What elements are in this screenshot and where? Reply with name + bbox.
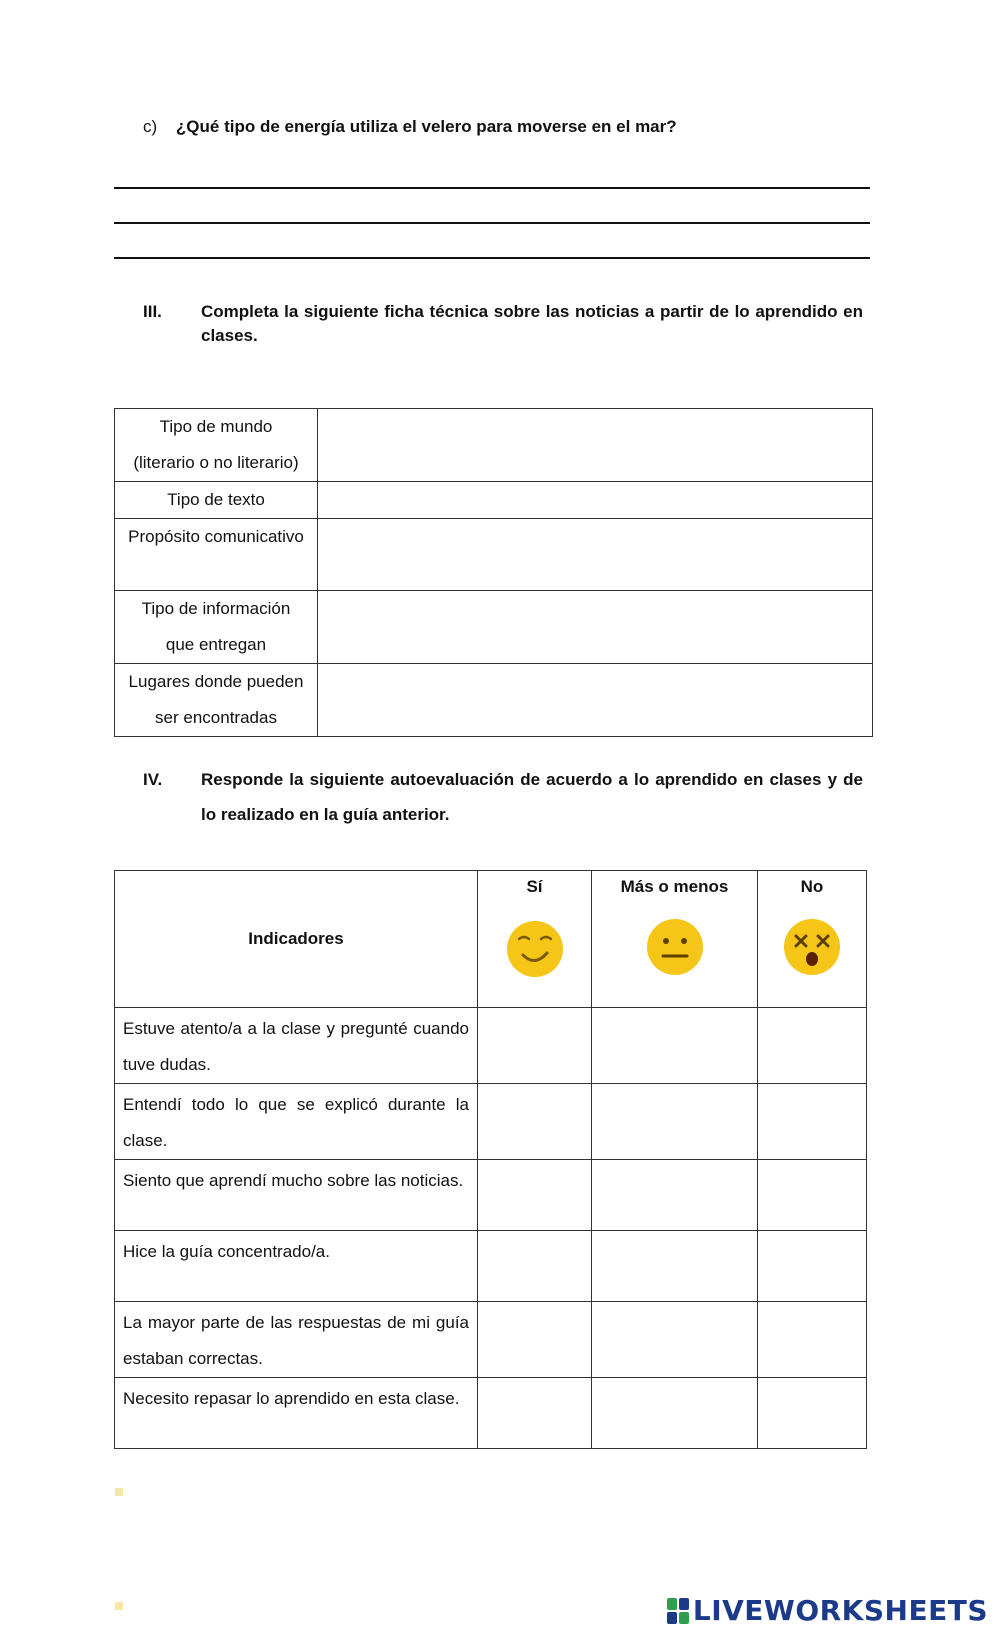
indicador-text: Necesito repasar lo aprendido en esta clase. (115, 1378, 478, 1449)
ficha-label: Tipo de información que entregan (115, 591, 318, 664)
check-no-cell[interactable] (758, 1378, 867, 1449)
small-mark-icon (115, 1488, 123, 1496)
header-no (758, 871, 867, 1008)
check-no-cell[interactable] (758, 1302, 867, 1378)
check-mas-menos-cell[interactable] (592, 1084, 758, 1160)
answer-line-1[interactable] (114, 187, 870, 189)
ficha-label: Tipo de texto (115, 482, 318, 519)
ficha-label: Propósito comunicativo (115, 519, 318, 591)
question-c-text: ¿Qué tipo de energía utiliza el velero para moverse en el mar? (175, 117, 677, 136)
brand-name: LIVEWORKSHEETS (692, 1594, 988, 1627)
header-mas-menos-label: Más o menos (620, 877, 729, 896)
check-mas-menos-cell[interactable] (592, 1302, 758, 1378)
check-no-cell[interactable] (758, 1084, 867, 1160)
question-c-label: c) (143, 117, 158, 136)
ficha-answer-cell[interactable] (318, 664, 873, 737)
table-row (115, 1084, 867, 1160)
small-mark-icon (115, 1602, 123, 1610)
ficha-answer-cell[interactable] (318, 519, 873, 591)
check-no-cell[interactable] (758, 1008, 867, 1084)
header-no-label: No (800, 877, 824, 896)
ficha-answer-cell[interactable] (318, 409, 873, 482)
table-row (115, 1160, 867, 1231)
indicador-text: La mayor parte de las respuestas de mi guía estaban correctas. (115, 1302, 478, 1378)
table-row (115, 664, 873, 737)
liveworksheets-mark-icon (667, 1598, 689, 1624)
table-row (115, 1231, 867, 1302)
liveworksheets-logo (667, 1594, 988, 1627)
table-row (115, 591, 873, 664)
check-mas-menos-cell[interactable] (592, 1378, 758, 1449)
check-si-cell[interactable] (478, 1008, 592, 1084)
indicador-text: Entendí todo lo que se explicó durante la clase. (115, 1084, 478, 1160)
ficha-label: Tipo de mundo (literario o no literario) (115, 409, 318, 482)
header-si-label: Sí (526, 877, 543, 896)
ficha-label: Lugares donde pueden ser encontradas (115, 664, 318, 737)
ficha-tecnica-table (114, 408, 873, 737)
check-si-cell[interactable] (478, 1302, 592, 1378)
check-mas-menos-cell[interactable] (592, 1008, 758, 1084)
smile-face-icon (505, 919, 565, 979)
check-si-cell[interactable] (478, 1160, 592, 1231)
header-mas-menos (592, 871, 758, 1008)
answer-line-2[interactable] (114, 222, 870, 224)
check-si-cell[interactable] (478, 1378, 592, 1449)
check-no-cell[interactable] (758, 1231, 867, 1302)
section-iii-number: III. (143, 302, 162, 321)
ficha-answer-cell[interactable] (318, 482, 873, 519)
table-row (115, 1378, 867, 1449)
neutral-face-icon (645, 917, 705, 977)
question-c (143, 117, 677, 137)
table-row (115, 519, 873, 591)
table-row (115, 1008, 867, 1084)
dizzy-face-icon (782, 917, 842, 977)
table-row (115, 409, 873, 482)
check-mas-menos-cell[interactable] (592, 1160, 758, 1231)
indicador-text: Hice la guía concentrado/a. (115, 1231, 478, 1302)
check-no-cell[interactable] (758, 1160, 867, 1231)
section-iii-instruction: Completa la siguiente ficha técnica sobre las noticias a partir de lo aprendido en clases. (201, 302, 863, 345)
check-si-cell[interactable] (478, 1231, 592, 1302)
check-si-cell[interactable] (478, 1084, 592, 1160)
check-mas-menos-cell[interactable] (592, 1231, 758, 1302)
indicador-text: Siento que aprendí mucho sobre las noticias. (115, 1160, 478, 1231)
indicador-text: Estuve atento/a a la clase y pregunté cuando tuve dudas. (115, 1008, 478, 1084)
section-iv-number: IV. (143, 770, 163, 789)
section-iv-instruction: Responde la siguiente autoevaluación de acuerdo a lo aprendido en clases y de lo realizado en la guía anterior. (201, 770, 863, 824)
header-si (478, 871, 592, 1008)
ficha-answer-cell[interactable] (318, 591, 873, 664)
table-row (115, 482, 873, 519)
autoevaluacion-table (114, 870, 867, 1449)
answer-line-3[interactable] (114, 257, 870, 259)
table-row (115, 1302, 867, 1378)
table-header-row (115, 871, 867, 1008)
header-indicadores: Indicadores (115, 871, 478, 1008)
